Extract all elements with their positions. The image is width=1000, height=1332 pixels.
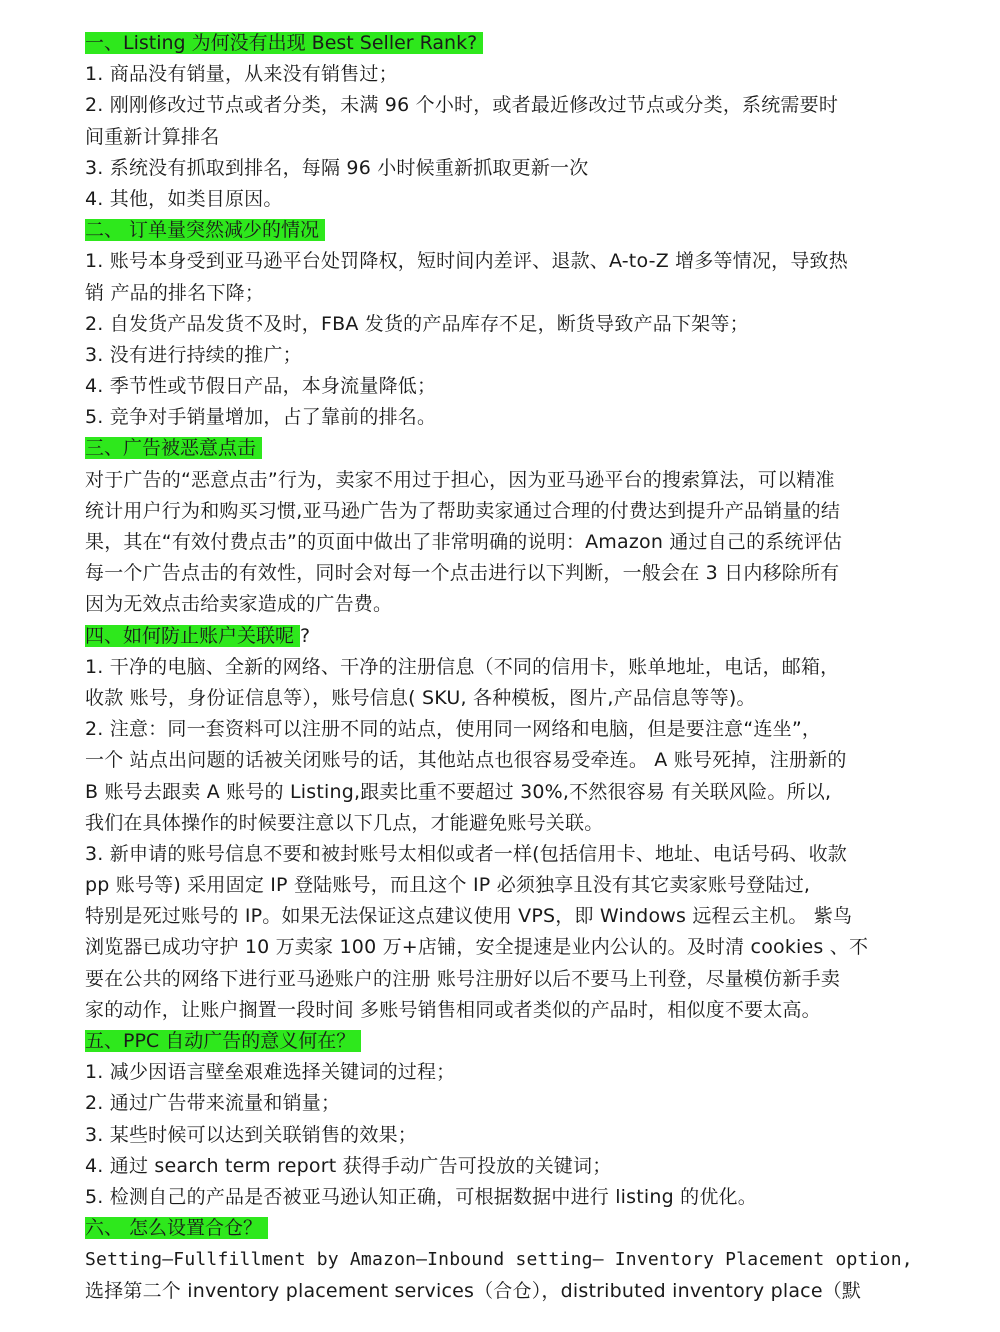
heading-question-mark: ? (300, 624, 311, 647)
paragraph-line: 家的动作，让账户搁置一段时间 多账号销售相同或者类似的产品时，相似度不要太高。 (85, 998, 821, 1021)
heading-highlight: 二、 订单量突然减少的情况 (85, 219, 325, 241)
paragraph-line: 对于广告的“恶意点击”行为，卖家不用过于担心，因为亚马逊平台的搜索算法，可以精准 (85, 468, 835, 491)
paragraph-line: 3. 新申请的账号信息不要和被封账号太相似或者一样(包括信用卡、地址、电话号码、收款 (85, 842, 847, 865)
paragraph-line: 因为无效点击给卖家造成的广告费。 (85, 593, 393, 616)
paragraph-line: 1. 账号本身受到亚马逊平台处罚降权，短时间内差评、退款、A-to-Z 增多等情况，导致热 (85, 250, 848, 273)
section-heading (85, 433, 925, 464)
paragraph-line: 2. 刚刚修改过节点或者分类，未满 96 个小时，或者最近修改过节点或分类，系统需要时 (85, 94, 839, 117)
paragraph-line: 2. 通过广告带来流量和销量； (85, 1092, 341, 1115)
paragraph-line: 要在公共的网络下进行亚马逊账户的注册 账号注册好以后不要马上刊登，尽量模仿新手卖 (85, 967, 841, 990)
heading-highlight: 四、如何防止账户关联呢 (85, 625, 300, 647)
paragraph-line: 5. 竞争对手销量增加，占了靠前的排名。 (85, 406, 437, 429)
section-heading (85, 1026, 925, 1057)
section-heading (85, 28, 925, 59)
section-heading (85, 621, 925, 652)
paragraph-line: 统计用户行为和购买习惯,亚马逊广告为了帮助卖家通过合理的付费达到提升产品销量的结 (85, 499, 841, 522)
paragraph-line: 果，其在“有效付费点击”的页面中做出了非常明确的说明：Amazon 通过自己的系统评估 (85, 531, 843, 553)
paragraph-line: 3. 某些时候可以达到关联销售的效果； (85, 1123, 417, 1146)
paragraph-line: 销 产品的排名下降； (85, 281, 265, 304)
paragraph-line: 3. 系统没有抓取到排名，每隔 96 小时候重新抓取更新一次 (85, 156, 589, 179)
paragraph-line: 2. 注意：同一套资料可以注册不同的站点，使用同一网络和电脑，但是要注意“连坐”， (85, 718, 822, 741)
paragraph-line: pp 账号等) 采用固定 IP 登陆账号，而且这个 IP 必须独享且没有其它卖家账号登陆过, (85, 874, 811, 897)
paragraph-line: 间重新计算排名 (85, 125, 220, 148)
paragraph-line: 浏览器已成功守护 10 万卖家 100 万+店铺，安全提速是业内公认的。及时清 cookies 、不 (85, 936, 869, 959)
paragraph-line: 每一个广告点击的有效性，同时会对每一个点击进行以下判断，一般会在 3 日内移除所有 (85, 562, 840, 585)
heading-highlight: 一、Listing 为何没有出现 Best Seller Rank? (85, 32, 483, 54)
paragraph-line: Setting—Fullfillment by Amazon—Inbound setting— Inventory Placement option, (85, 1249, 913, 1271)
paragraph-line: 5. 检测自己的产品是否被亚马逊认知正确，可根据数据中进行 listing 的优化。 (85, 1185, 757, 1208)
document-body (85, 28, 925, 1307)
section-heading (85, 1213, 925, 1244)
paragraph-line: 4. 其他，如类目原因。 (85, 187, 283, 210)
paragraph-line: 2. 自发货产品发货不及时，FBA 发货的产品库存不足，断货导致产品下架等； (85, 312, 749, 335)
paragraph-line: 选择第二个 inventory placement services（合仓），distributed inventory place（默 (85, 1279, 862, 1302)
heading-highlight: 三、广告被恶意点击 (85, 437, 262, 459)
heading-highlight: 五、PPC 自动广告的意义何在？ (85, 1030, 361, 1052)
paragraph-line: 4. 通过 search term report 获得手动广告可投放的关键词； (85, 1154, 612, 1177)
paragraph-line: 收款 账号，身份证信息等），账号信息( SKU, 各种模板，图片,产品信息等等)。 (85, 686, 756, 709)
paragraph-line: 1. 干净的电脑、全新的网络、干净的注册信息（不同的信用卡，账单地址，电话，邮箱， (85, 655, 840, 678)
paragraph-line: 3. 没有进行持续的推广； (85, 343, 302, 366)
paragraph-line: 一个 站点出问题的话被关闭账号的话，其他站点也很容易受牵连。 A 账号死掉，注册新的 (85, 749, 847, 772)
paragraph-line: 4. 季节性或节假日产品，本身流量降低； (85, 375, 437, 398)
section-heading (85, 215, 925, 246)
heading-highlight: 六、 怎么设置合仓？ (85, 1217, 268, 1239)
paragraph-line: 我们在具体操作的时候要注意以下几点，才能避免账号关联。 (85, 811, 604, 834)
paragraph-line: B 账号去跟卖 A 账号的 Listing,跟卖比重不要超过 30%,不然很容易 有关联风险。所以, (85, 780, 832, 803)
paragraph-line: 1. 减少因语言壁垒艰难选择关键词的过程； (85, 1061, 456, 1084)
paragraph-line: 1. 商品没有销量，从来没有销售过； (85, 63, 398, 86)
paragraph-line: 特别是死过账号的 IP。如果无法保证这点建议使用 VPS，即 Windows 远程云主机。 紫鸟 (85, 905, 853, 928)
